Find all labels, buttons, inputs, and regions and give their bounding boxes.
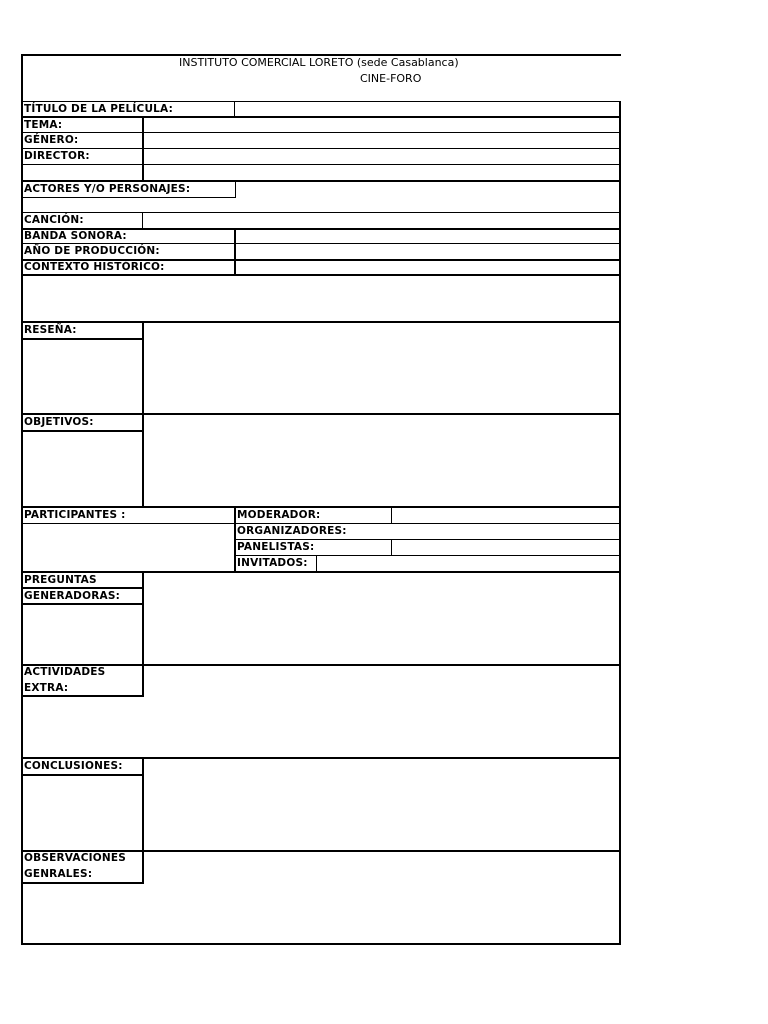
cineforo-subtitle: CINE-FORO [360, 72, 422, 85]
field-organizadores[interactable] [392, 524, 619, 538]
label-titulo: TÍTULO DE LA PELÍCULA: [24, 103, 173, 115]
label-anio-produccion: AÑO DE PRODUCCIÓN: [24, 245, 160, 257]
field-actores[interactable] [236, 182, 619, 211]
label-participantes: PARTICIPANTES : [24, 509, 126, 521]
field-director[interactable] [144, 149, 619, 163]
field-participantes[interactable] [23, 524, 233, 571]
field-objetivos[interactable] [145, 416, 619, 506]
label-preguntas: PREGUNTAS [24, 574, 97, 586]
field-moderador[interactable] [392, 508, 619, 522]
field-resena[interactable] [145, 324, 619, 413]
label-contexto-historico: CONTEXTO HISTÓRICO: [24, 261, 165, 273]
label-resena: RESEÑA: [24, 324, 77, 336]
label-director: DIRECTOR: [24, 150, 90, 162]
label-panelistas-box [234, 539, 392, 556]
field-observaciones-generales[interactable] [145, 853, 619, 942]
label-actores-box [21, 180, 236, 198]
label-panelistas: PANELISTAS: [237, 541, 315, 553]
frame-bottom-border [21, 943, 621, 945]
institution-title: INSTITUTO COMERCIAL LORETO (sede Casablanca) [179, 56, 459, 69]
field-preguntas-generadoras[interactable] [145, 574, 619, 664]
label-extra: EXTRA: [24, 682, 69, 694]
label-actividades: ACTIVIDADES [24, 666, 106, 678]
field-contexto-historico-text[interactable] [23, 276, 619, 321]
field-anio-produccion[interactable] [236, 244, 619, 258]
label-conclusiones: CONCLUSIONES: [24, 760, 123, 772]
field-panelistas[interactable] [392, 540, 619, 554]
field-actividades-extra[interactable] [145, 667, 619, 756]
label-actores: ACTORES Y/O PERSONAJES: [24, 183, 191, 195]
label-tema: TEMA: [24, 119, 63, 131]
label-organizadores: ORGANIZADORES: [237, 525, 347, 537]
label-generadoras: GENERADORAS: [24, 590, 120, 602]
label-objetivos: OBJETIVOS: [24, 416, 94, 428]
label-moderador-box [234, 507, 392, 524]
label-moderador: MODERADOR: [237, 509, 321, 521]
field-banda-sonora[interactable] [236, 229, 619, 243]
label-invitados: INVITADOS: [237, 557, 308, 569]
label-observaciones: OBSERVACIONES [24, 852, 126, 864]
field-invitados[interactable] [318, 556, 619, 570]
field-director-extra[interactable] [144, 165, 619, 179]
label-genero: GÉNERO: [24, 134, 79, 146]
field-cancion[interactable] [142, 212, 621, 229]
field-contexto-historico[interactable] [236, 260, 619, 274]
field-genero[interactable] [144, 133, 619, 147]
field-conclusiones[interactable] [145, 760, 619, 849]
label-cancion: CANCIÓN: [24, 214, 84, 226]
label-banda-sonora: BANDA SONORA: [24, 230, 127, 242]
label-generales: GENRALES: [24, 868, 93, 880]
field-titulo[interactable] [234, 101, 621, 117]
field-tema[interactable] [144, 118, 619, 132]
